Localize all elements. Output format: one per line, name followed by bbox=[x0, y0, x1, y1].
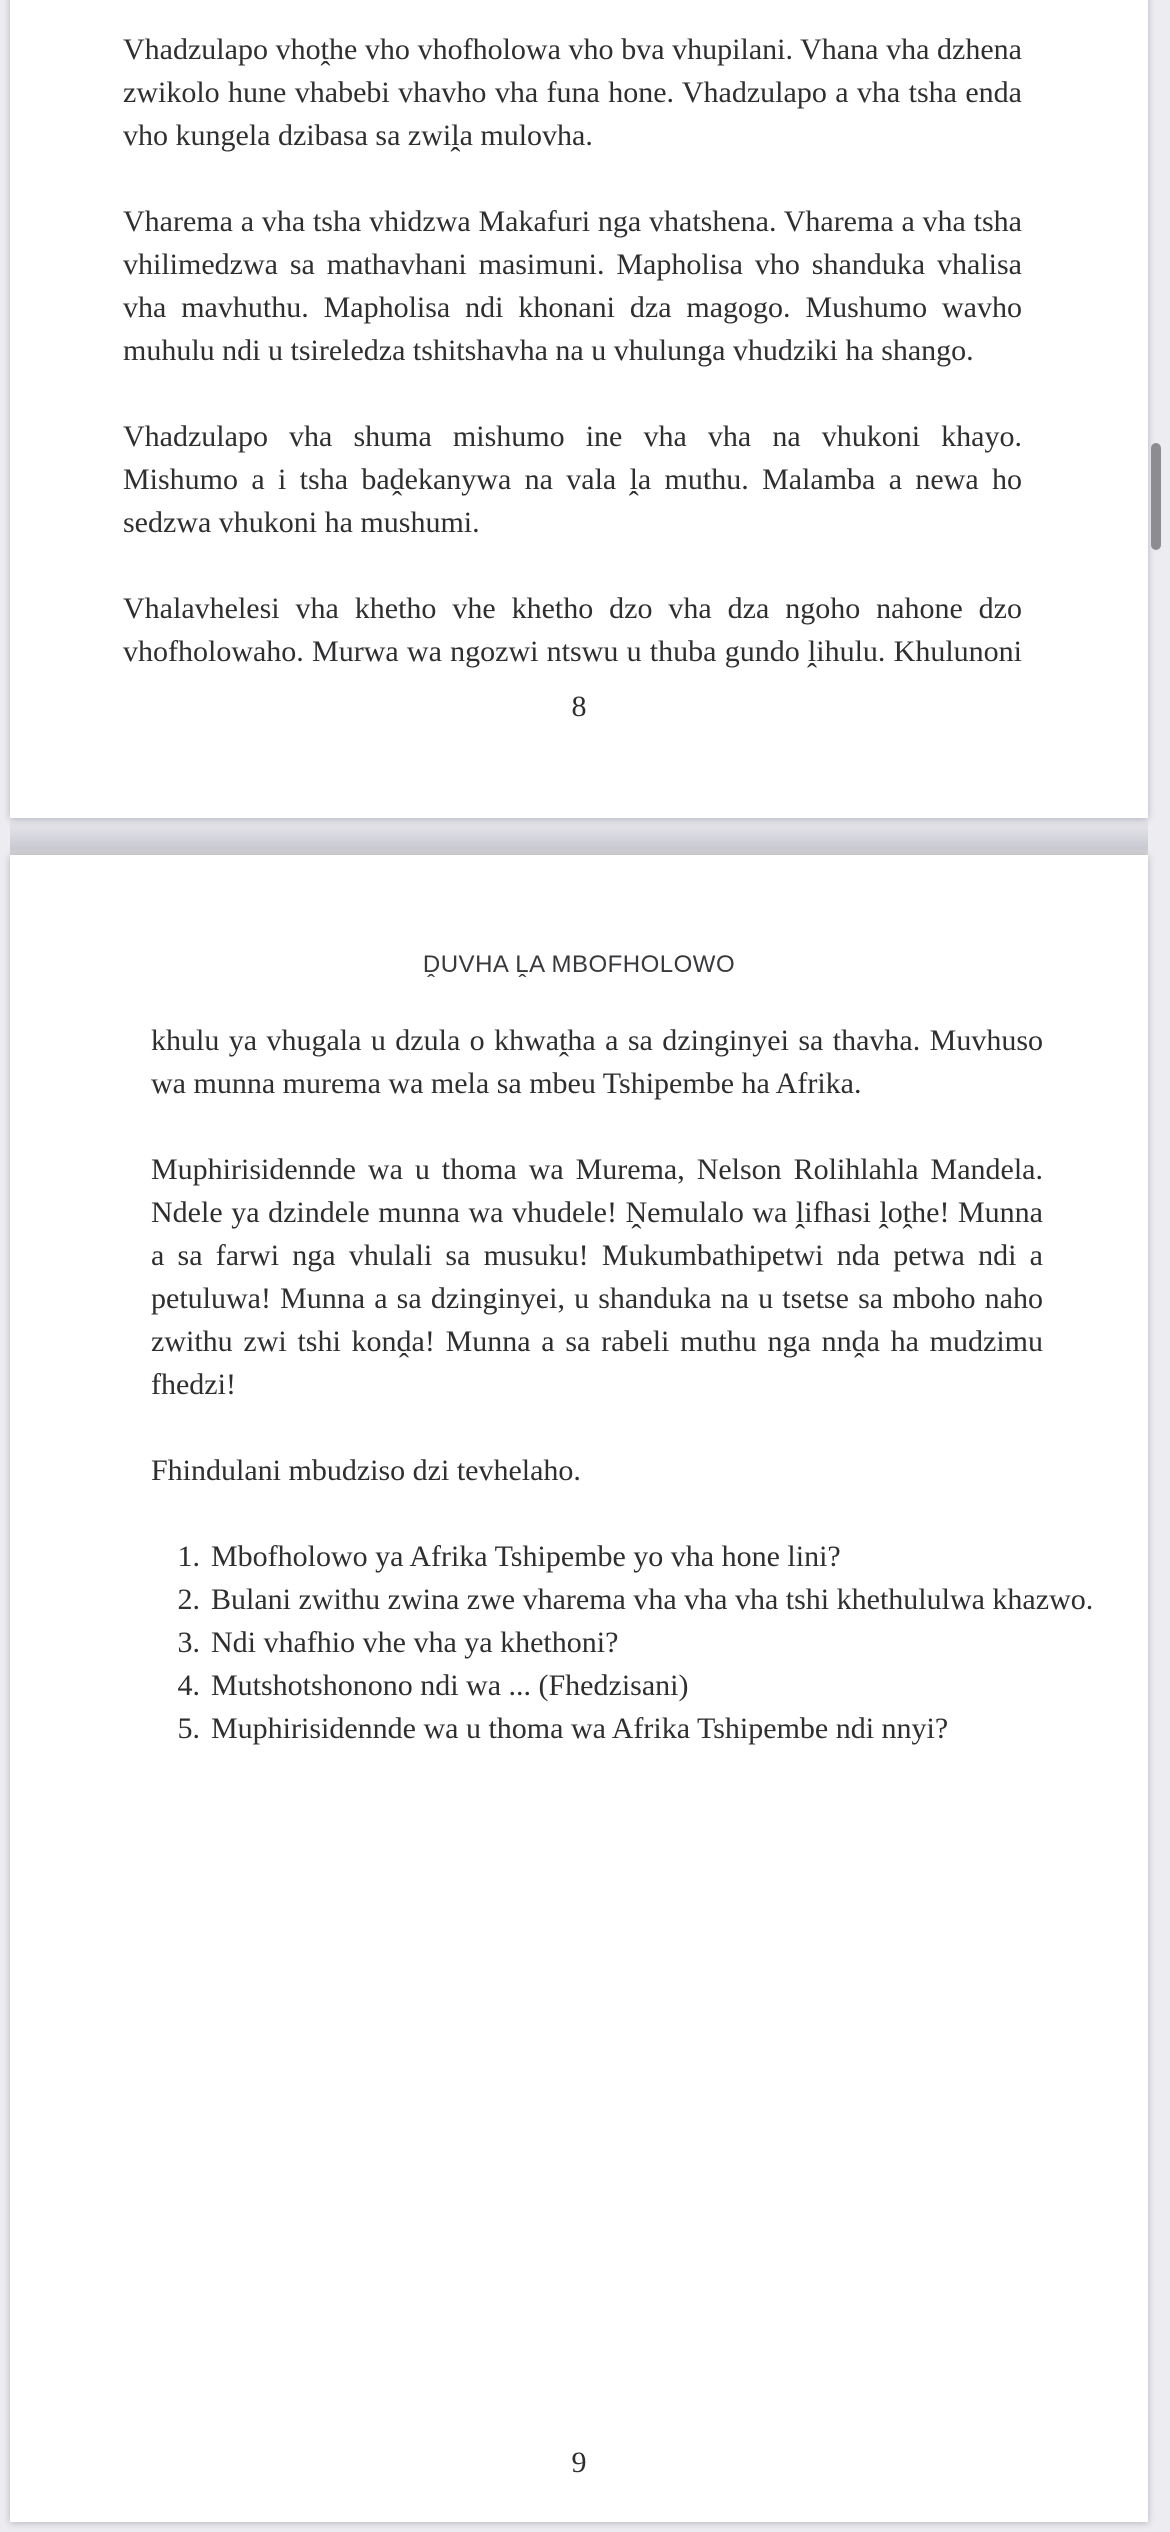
question-item bbox=[151, 1707, 1043, 1750]
question-item bbox=[151, 1664, 1043, 1707]
question-item bbox=[151, 1535, 1043, 1578]
question-text: Bulani zwithu zwina zwe vharema vha vha vha tshi khethululwa khazwo. bbox=[211, 1583, 1094, 1616]
paragraph: Vhadzulapo vhoṱhe vho vhofholowa vho bva vhupilani. Vhana vha dzhena zwikolo hune vhabebi vhavho vha funa hone. Vhadzulapo a vha tsha enda vho kungela dzibasa sa zwiḽa mulovha. bbox=[123, 33, 1022, 152]
instruction-line: Fhindulani mbudziso dzi tevhelaho. bbox=[151, 1454, 581, 1487]
paragraph: khulu ya vhugala u dzula o khwaṱha a sa dzinginyei sa thavha. Muvhuso wa munna murema wa mela sa mbeu Tshipembe ha Afrika. bbox=[151, 1024, 1043, 1100]
question-text: Muphirisidennde wa u thoma wa Afrika Tshipembe ndi nnyi? bbox=[211, 1712, 949, 1745]
paragraph: Vhadzulapo vha shuma mishumo ine vha vha na vhukoni khayo. Mishumo a i tsha baḓekanywa na vala ḽa muthu. Malamba a newa ho sedzwa vhukoni ha mushumi. bbox=[123, 420, 1022, 539]
page-gap-shadow bbox=[10, 816, 1148, 857]
question-number: 4. bbox=[177, 1669, 200, 1702]
page-number: 9 bbox=[571, 2446, 587, 2479]
question-text: Mbofholowo ya Afrika Tshipembe yo vha hone lini? bbox=[211, 1540, 841, 1573]
paragraph: Vhalavhelesi vha khetho vhe khetho dzo vha dza ngoho nahone dzo vhofholowaho. Murwa wa ngozwi ntswu u thuba gundo ḽihulu. Khulunoni bbox=[123, 592, 1022, 668]
chapter-title: ḒUVHA ḼA MBOFHOLOWO bbox=[422, 951, 736, 978]
question-item bbox=[151, 1621, 1043, 1664]
question-text: Mutshotshonono ndi wa ... (Fhedzisani) bbox=[211, 1669, 689, 1702]
page-9-text-block bbox=[151, 1019, 1094, 1750]
document-page-8 bbox=[10, 0, 1148, 818]
question-item bbox=[151, 1578, 1094, 1621]
paragraph: Vharema a vha tsha vhidzwa Makafuri nga vhatshena. Vharema a vha tsha vhilimedzwa sa mathavhani masimuni. Mapholisa vho shanduka vhalisa vha mavhuthu. Mapholisa ndi khonani dza magogo. Mushumo wavho muhulu ndi u tsireledza tshitshavha na u vhulunga vhudziki ha shango. bbox=[123, 205, 1022, 367]
page-8-text-block bbox=[123, 28, 1022, 673]
question-number: 1. bbox=[177, 1540, 200, 1573]
paragraph: Muphirisidennde wa u thoma wa Murema, Nelson Rolihlahla Mandela. Ndele ya dzindele munna wa vhudele! Ṋemulalo wa ḽifhasi ḽoṱhe! Munna a sa farwi nga vhulali sa musuku! Mukumbathipetwi nda petwa ndi a petuluwa! Munna a sa dzinginyei, u shanduka na u tsetse sa mboho naho zwithu zwi tshi konḓa! Munna a sa rabeli muthu nga nnḓa ha mudzimu fhedzi! bbox=[151, 1153, 1043, 1401]
question-text: Ndi vhafhio vhe vha ya khethoni? bbox=[211, 1626, 619, 1659]
question-number: 2. bbox=[177, 1583, 200, 1616]
question-number: 5. bbox=[177, 1712, 200, 1745]
document-page-9 bbox=[10, 855, 1148, 2522]
page-number: 8 bbox=[571, 690, 587, 723]
question-list bbox=[151, 1535, 1094, 1750]
vertical-scrollbar-thumb[interactable] bbox=[1151, 443, 1161, 550]
question-number: 3. bbox=[177, 1626, 200, 1659]
